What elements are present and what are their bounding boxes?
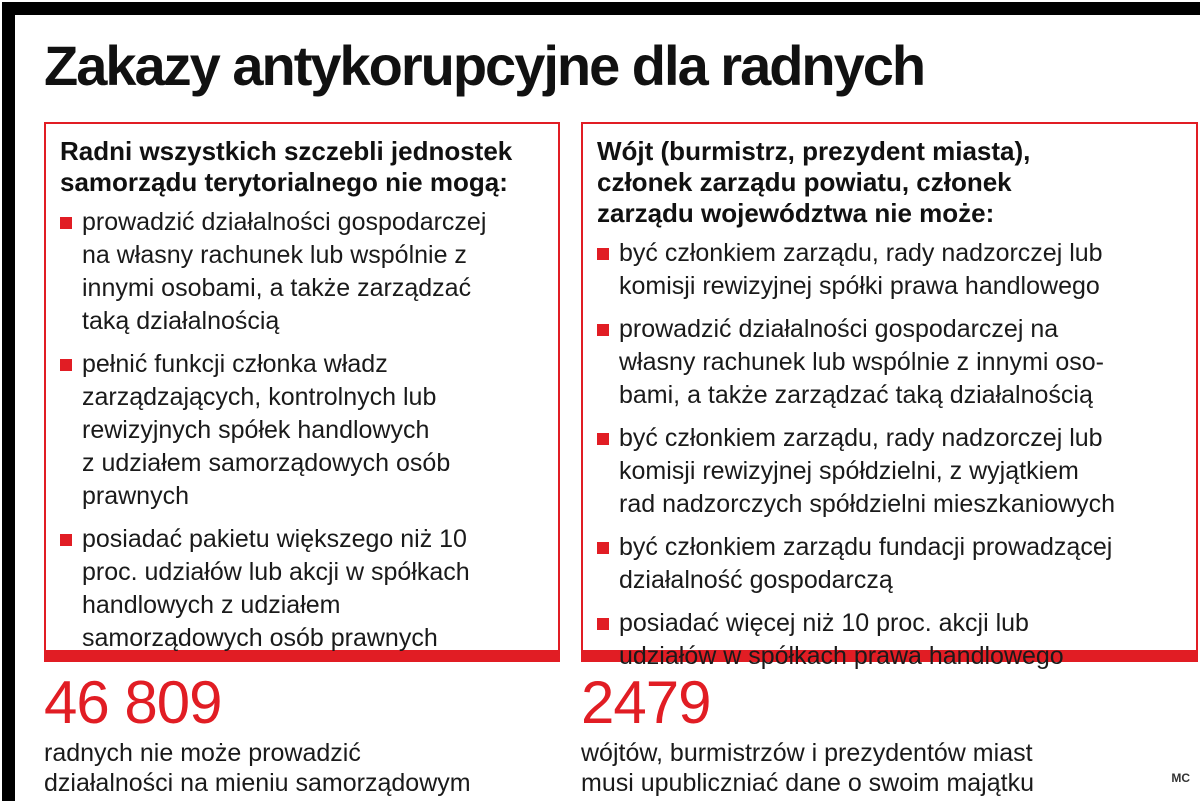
list-item — [60, 348, 552, 513]
item-line: bami, a także zarządzać taką działalnością — [619, 381, 1093, 409]
author-credit: MC — [1171, 771, 1190, 785]
right-panel-list — [583, 237, 1196, 673]
red-square-bullet-icon — [60, 217, 72, 229]
right-panel — [581, 122, 1198, 670]
item-line: innymi osobami, a także zarządzać — [82, 274, 472, 302]
item-line: komisji rewizyjnej spółdzielni, z wyjątkiem — [619, 457, 1079, 485]
item-line: prawnych — [82, 482, 189, 510]
item-line: taką działalnością — [82, 307, 280, 335]
heading-line: członek zarządu powiatu, członek — [597, 167, 1012, 197]
stat-caption-line: radnych nie może prowadzić — [44, 739, 361, 767]
red-square-bullet-icon — [597, 433, 609, 445]
item-line: rad nadzorczych spółdzielni mieszkaniowych — [619, 490, 1116, 518]
red-square-bullet-icon — [597, 542, 609, 554]
item-line: samorządowych osób prawnych — [82, 624, 438, 652]
frame-top-bar — [2, 2, 1200, 15]
item-line: handlowych z udziałem — [82, 591, 341, 619]
item-line: posiadać więcej niż 10 proc. akcji lub — [619, 609, 1029, 637]
item-line: być członkiem zarządu, rady nadzorczej lub — [619, 424, 1103, 452]
stat-number: 2479 — [581, 669, 711, 736]
item-line: zarządzających, kontrolnych lub — [82, 383, 437, 411]
item-line: na własny rachunek lub wspólnie z — [82, 241, 467, 269]
item-line: posiadać pakietu większego niż 10 — [82, 525, 467, 553]
red-square-bullet-icon — [597, 324, 609, 336]
item-line: z udziałem samorządowych osób — [82, 449, 451, 477]
item-line: udziałów w spółkach prawa handlowego — [619, 642, 1064, 670]
item-line: być członkiem zarządu fundacji prowadzącej — [619, 533, 1113, 561]
list-item — [597, 607, 1190, 673]
left-panel-list — [46, 206, 558, 655]
stat-caption-line: działalności na mieniu samorządowym — [44, 769, 471, 797]
item-line: działalność gospodarczą — [619, 566, 893, 594]
page-title: Zakazy antykorupcyjne dla radnych — [44, 34, 925, 97]
item-line: własny rachunek lub wspólnie z innymi oso- — [619, 348, 1104, 376]
stat-right — [581, 668, 1141, 798]
item-line: być członkiem zarządu, rady nadzorczej lub — [619, 239, 1103, 267]
heading-line: Radni wszystkich szczebli jednostek — [60, 136, 513, 166]
item-line: proc. udziałów lub akcji w spółkach — [82, 558, 470, 586]
heading-line: Wójt (burmistrz, prezydent miasta), — [597, 136, 1031, 166]
red-square-bullet-icon — [597, 248, 609, 260]
list-item — [60, 206, 552, 338]
stat-number: 46 809 — [44, 669, 222, 736]
red-square-bullet-icon — [60, 359, 72, 371]
left-panel-heading — [46, 124, 558, 198]
item-line: rewizyjnych spółek handlowych — [82, 416, 430, 444]
stat-left — [44, 668, 564, 798]
red-square-bullet-icon — [60, 534, 72, 546]
item-line: komisji rewizyjnej spółki prawa handlowego — [619, 272, 1100, 300]
list-item — [60, 523, 552, 655]
item-line: pełnić funkcji członka władz — [82, 350, 388, 378]
list-item — [597, 531, 1190, 597]
heading-line: samorządu terytorialnego nie mogą: — [60, 167, 508, 197]
list-item — [597, 313, 1190, 412]
list-item — [597, 422, 1190, 521]
right-panel-heading — [583, 124, 1196, 229]
stat-caption-line: wójtów, burmistrzów i prezydentów miast — [581, 739, 1033, 767]
heading-line: zarządu województwa nie może: — [597, 198, 995, 228]
list-item — [597, 237, 1190, 303]
item-line: prowadzić działalności gospodarczej — [82, 208, 487, 236]
item-line: prowadzić działalności gospodarczej na — [619, 315, 1059, 343]
frame-left-bar — [2, 2, 15, 801]
left-panel — [44, 122, 560, 662]
red-square-bullet-icon — [597, 618, 609, 630]
stat-caption-line: musi upubliczniać dane o swoim majątku — [581, 769, 1034, 797]
